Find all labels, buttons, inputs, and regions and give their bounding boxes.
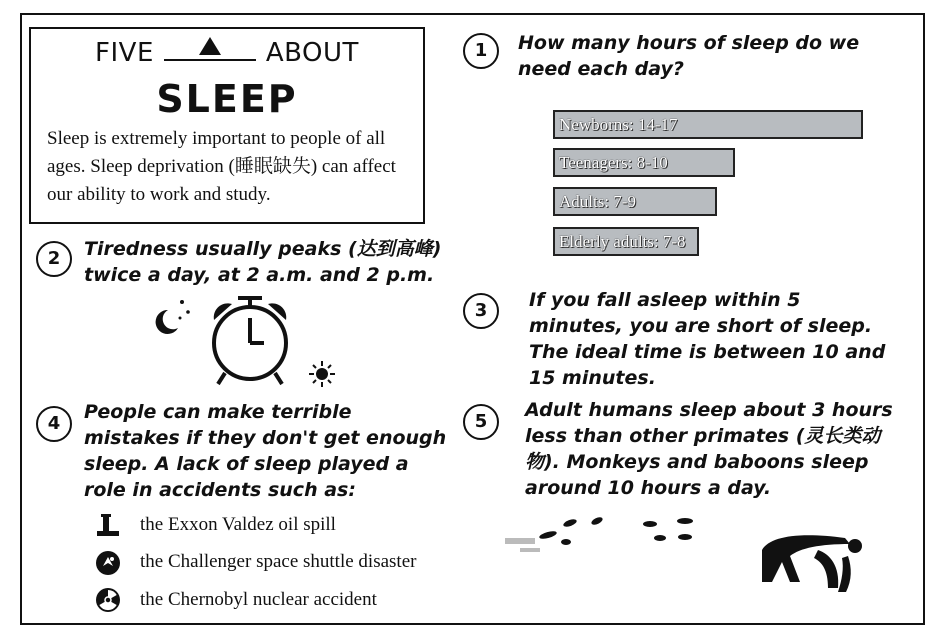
fact-number-1: 1 (463, 33, 499, 69)
primate-illustration-icon (500, 510, 870, 605)
page-title: SLEEP (156, 77, 298, 121)
intro-text: Sleep is extremely important to people of all ages. Sleep deprivation (睡眠缺失) can affect our ability to work and study. (47, 128, 396, 205)
title-suffix: ABOUT (265, 38, 359, 68)
title-prefix: FIVE (95, 38, 154, 68)
fact-number-5: 5 (463, 404, 499, 440)
bar-adults: Adults: 7-9 (553, 187, 717, 216)
fact-number-2: 2 (36, 241, 72, 277)
bar-teenagers: Teenagers: 8-10 (553, 148, 735, 177)
title-box (29, 27, 425, 224)
moon-icon (156, 310, 178, 334)
fact-text-4: People can make terrible mistakes if they don't get enough sleep. A lack of sleep played a role in accidents such as: (84, 401, 447, 501)
fact-number-4: 4 (36, 406, 72, 442)
accident-item-1: the Exxon Valdez oil spill (140, 514, 336, 535)
oil-rig-icon (95, 512, 121, 538)
radiation-icon (95, 587, 121, 613)
fact-text-1: How many hours of sleep do we need each day? (518, 32, 860, 80)
fact-text-3: If you fall asleep within 5 minutes, you are short of sleep. The ideal time is between 10 and 15 minutes. (529, 289, 886, 389)
bar-newborns: Newborns: 14-17 (553, 110, 863, 139)
shuttle-badge-icon (95, 550, 121, 576)
fact-number-3: 3 (463, 293, 499, 329)
bar-elderly-adults: Elderly adults: 7-8 (553, 227, 699, 256)
fact-text-2: Tiredness usually peaks (达到高峰) twice a day, at 2 a.m. and 2 p.m. (84, 238, 442, 286)
alarm-clock-icon (140, 288, 350, 393)
fact-text-5: Adult humans sleep about 3 hours less than other primates (灵长类动物). Monkeys and baboons sleep around 10 hours a day. (525, 399, 893, 499)
title-line (31, 37, 423, 68)
accident-item-3: the Chernobyl nuclear accident (140, 589, 377, 610)
title-blank (164, 37, 256, 61)
accident-item-2: the Challenger space shuttle disaster (140, 551, 417, 572)
sun-icon (309, 361, 335, 387)
triangle-icon (199, 37, 221, 55)
